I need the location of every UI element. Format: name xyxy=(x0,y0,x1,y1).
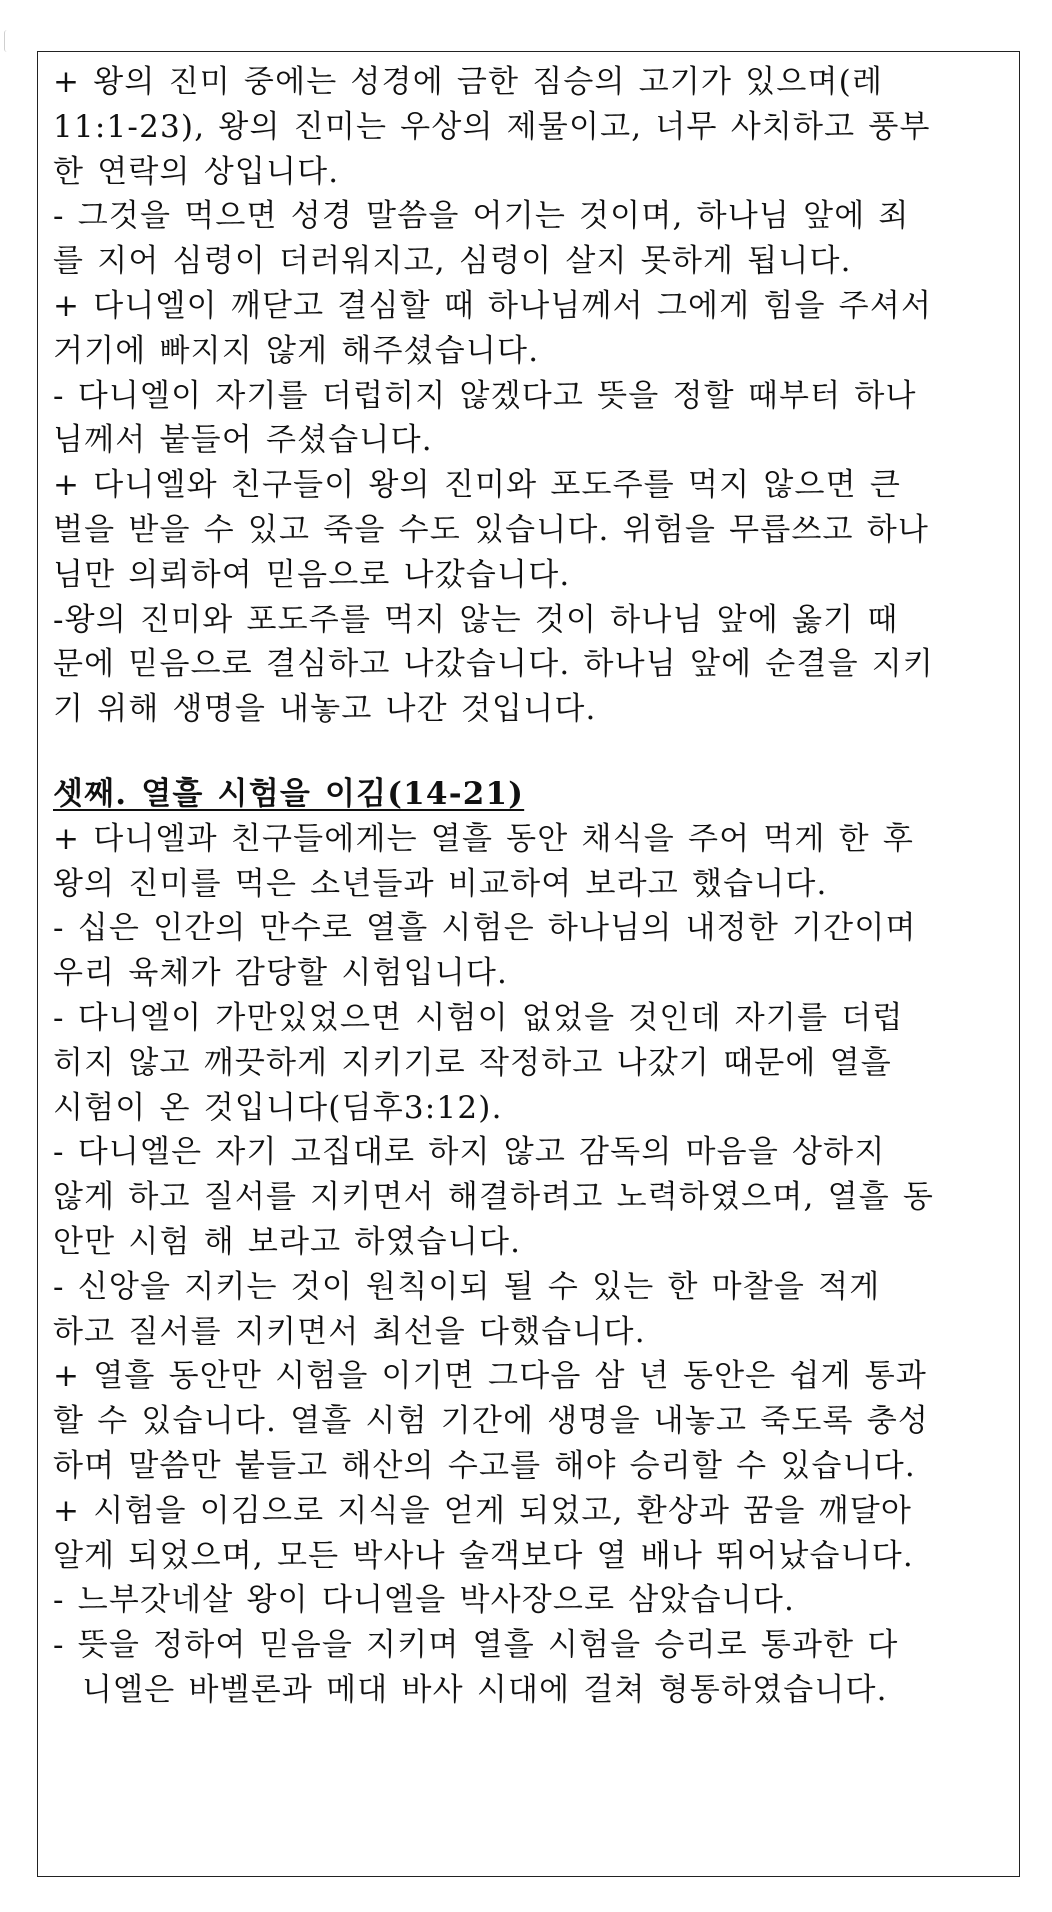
text-line: 한 연락의 상입니다. xyxy=(53,153,340,190)
text-line: + 왕의 진미 중에는 성경에 금한 짐승의 고기가 있으며(레 xyxy=(53,64,884,100)
text-line: - 뜻을 정하여 믿음을 지키며 열흘 시험을 승리로 통과한 다 xyxy=(53,1627,899,1664)
text-line: 벌을 받을 수 있고 죽을 수도 있습니다. 위험을 무릅쓰고 하나 xyxy=(53,511,930,548)
text-line: - 다니엘이 자기를 더럽히지 않겠다고 뜻을 정할 때부터 하나 xyxy=(53,377,917,414)
text-line: 하며 말씀만 붙들고 해산의 수고를 해야 승리할 수 있습니다. xyxy=(53,1447,916,1484)
text-line: - 다니엘이 가만있었으면 시험이 없었을 것인데 자기를 더럽 xyxy=(53,999,904,1036)
text-line: 할 수 있습니다. 열흘 시험 기간에 생명을 내놓고 죽도록 충성 xyxy=(53,1403,930,1440)
paragraph-block-2 xyxy=(53,817,1008,1713)
text-line: 알게 되었으며, 모든 박사나 술객보다 열 배나 뛰어났습니다. xyxy=(53,1537,914,1574)
text-line: + 다니엘이 깨닫고 결심할 때 하나님께서 그에게 힘을 주셔서 xyxy=(53,287,933,324)
text-line: 님께서 붙들어 주셨습니다. xyxy=(53,422,433,459)
document-text-block xyxy=(53,60,1008,1713)
text-line: - 그것을 먹으면 성경 말씀을 어기는 것이며, 하나님 앞에 죄 xyxy=(53,198,910,235)
text-line: + 다니엘과 친구들에게는 열흘 동안 채식을 주어 먹게 한 후 xyxy=(53,820,915,857)
scan-speck xyxy=(4,30,10,52)
text-line-indented: 니엘은 바벨론과 메대 바사 시대에 걸쳐 형통하였습니다. xyxy=(82,1671,888,1708)
text-line: 않게 하고 질서를 지키면서 해결하려고 노력하였으며, 열흘 동 xyxy=(53,1179,935,1216)
text-line: - 십은 인간의 만수로 열흘 시험은 하나님의 내정한 기간이며 xyxy=(53,910,917,947)
text-line: - 다니엘은 자기 고집대로 하지 않고 감독의 마음을 상하지 xyxy=(53,1134,886,1171)
text-line: 님만 의뢰하여 믿음으로 나갔습니다. xyxy=(53,556,571,593)
text-line: 시험이 온 것입니다(딤후3:12). xyxy=(53,1089,503,1126)
text-line: 하고 질서를 지키면서 최선을 다했습니다. xyxy=(53,1313,646,1350)
text-line: 11:1-23), 왕의 진미는 우상의 제물이고, 너무 사치하고 풍부 xyxy=(53,108,931,145)
text-line: - 느부갓네살 왕이 다니엘을 박사장으로 삼았습니다. xyxy=(53,1582,796,1619)
text-line: 안만 시험 해 보라고 하였습니다. xyxy=(53,1223,522,1260)
paragraph-gap xyxy=(53,732,1008,772)
text-line: + 시험을 이김으로 지식을 얻게 되었고, 환상과 꿈을 깨달아 xyxy=(53,1492,913,1529)
text-line: 기 위해 생명을 내놓고 나간 것입니다. xyxy=(53,691,597,728)
text-line: - 신앙을 지키는 것이 원칙이되 될 수 있는 한 마찰을 적게 xyxy=(53,1268,881,1305)
section-heading: 셋째. 열흘 시험을 이김(14-21) xyxy=(53,775,525,812)
paragraph-block-1 xyxy=(53,60,1008,732)
text-line: -왕의 진미와 포도주를 먹지 않는 것이 하나님 앞에 옳기 때 xyxy=(53,601,899,638)
text-line: + 열흘 동안만 시험을 이기면 그다음 삼 년 동안은 쉽게 통과 xyxy=(53,1358,928,1395)
text-line: 를 지어 심령이 더러워지고, 심령이 살지 못하게 됩니다. xyxy=(53,243,852,280)
text-line: 히지 않고 깨끗하게 지키기로 작정하고 나갔기 때문에 열흘 xyxy=(53,1044,892,1081)
text-line: 거기에 빠지지 않게 해주셨습니다. xyxy=(53,332,540,369)
section-heading-line xyxy=(53,772,1008,817)
text-line: 우리 육체가 감당할 시험입니다. xyxy=(53,955,509,992)
text-line: + 다니엘와 친구들이 왕의 진미와 포도주를 먹지 않으면 큰 xyxy=(53,467,901,504)
text-line: 문에 믿음으로 결심하고 나갔습니다. 하나님 앞에 순결을 지키 xyxy=(53,646,935,683)
text-line: 왕의 진미를 먹은 소년들과 비교하여 보라고 했습니다. xyxy=(53,865,828,902)
